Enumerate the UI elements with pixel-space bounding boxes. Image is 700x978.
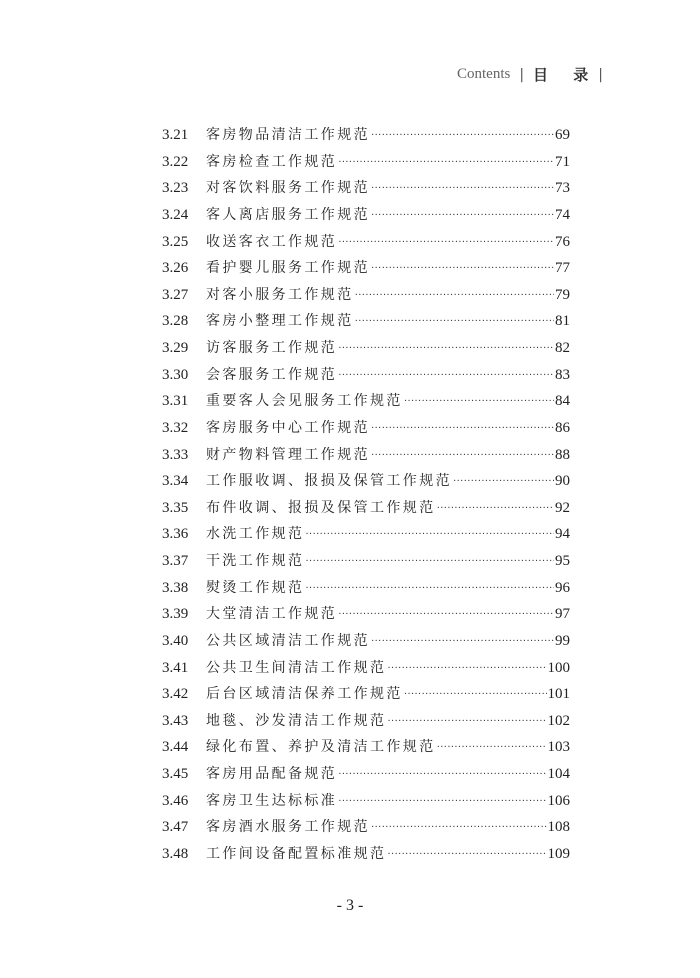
toc-dot-leader: [338, 762, 546, 789]
toc-entry-page: 71: [555, 153, 570, 170]
toc-entry[interactable]: [162, 282, 570, 309]
toc-entry-number: 3.46: [162, 792, 189, 809]
toc-entry-title: 客房用品配备规范: [206, 766, 338, 782]
toc-entry-page: 103: [547, 739, 570, 756]
toc-entry-title: 布件收调、报损及保管工作规范: [206, 499, 436, 516]
toc-entry-number: 3.39: [162, 606, 189, 623]
toc-dot-leader: [437, 496, 554, 523]
page-number: - 3 -: [336, 897, 364, 914]
toc-entry-page: 102: [547, 712, 570, 729]
toc-entry-page: 96: [555, 579, 570, 596]
toc-entry-number: 3.33: [162, 446, 189, 463]
toc-dot-leader: [404, 389, 554, 416]
toc-entry-number: 3.21: [162, 127, 189, 143]
toc-dot-leader: [338, 150, 554, 177]
toc-entry-page: 109: [547, 845, 570, 862]
toc-entry[interactable]: [162, 335, 570, 362]
toc-entry-page: 82: [555, 340, 570, 356]
toc-dot-leader: [305, 576, 554, 603]
toc-dot-leader: [371, 416, 554, 443]
toc-entry-number: 3.44: [162, 739, 189, 756]
toc-entry-title: 大堂清洁工作规范: [206, 606, 338, 623]
header-trailing-separator: |: [598, 66, 603, 83]
toc-entry[interactable]: [162, 841, 570, 868]
toc-entry-number: 3.40: [162, 632, 189, 649]
toc-entry-number: 3.24: [162, 206, 189, 223]
toc-entry-number: 3.25: [162, 233, 189, 250]
toc-entry-number: 3.22: [162, 153, 189, 170]
toc-entry[interactable]: [162, 229, 570, 256]
toc-entry-page: 94: [555, 526, 570, 543]
toc-entry-page: 95: [555, 553, 570, 569]
toc-entry[interactable]: [162, 362, 570, 389]
toc-entry-number: 3.37: [162, 553, 189, 569]
toc-entry-title: 对客饮料服务工作规范: [206, 180, 370, 197]
toc-dot-leader: [338, 363, 554, 390]
toc-dot-leader: [437, 735, 547, 762]
contents-label: Contents: [456, 66, 511, 82]
toc-entry[interactable]: [162, 575, 570, 602]
toc-entry[interactable]: [162, 415, 570, 442]
toc-entry[interactable]: [162, 468, 570, 495]
toc-entry[interactable]: [162, 175, 570, 202]
toc-entry[interactable]: [162, 149, 570, 176]
toc-entry-page: 73: [555, 180, 570, 197]
toc-entry[interactable]: [162, 601, 570, 628]
toc-entry-title: 干洗工作规范: [206, 553, 305, 569]
toc-entry-page: 79: [555, 286, 570, 303]
toc-dot-leader: [371, 256, 554, 283]
toc-dot-leader: [371, 443, 554, 470]
toc-entry-number: 3.32: [162, 419, 189, 436]
toc-entry-number: 3.41: [162, 659, 189, 676]
toc-dot-leader: [338, 336, 554, 363]
toc-entry-number: 3.34: [162, 473, 189, 490]
toc-entry[interactable]: [162, 761, 570, 788]
table-of-contents-label: 目 录: [533, 66, 599, 84]
toc-entry-title: 看护婴儿服务工作规范: [206, 260, 370, 277]
toc-dot-leader: [355, 309, 554, 336]
toc-entry[interactable]: [162, 495, 570, 522]
toc-entry-page: 104: [547, 766, 570, 782]
toc-entry[interactable]: [162, 628, 570, 655]
toc-entry-number: 3.31: [162, 393, 189, 410]
toc-entry-number: 3.42: [162, 686, 189, 703]
header-separator: |: [519, 66, 525, 83]
toc-dot-leader: [371, 176, 554, 203]
toc-entry-number: 3.38: [162, 579, 189, 596]
toc-entry-title: 会客服务工作规范: [206, 366, 338, 383]
toc-entry-number: 3.27: [162, 286, 189, 303]
toc-entry-page: 90: [555, 473, 570, 490]
toc-entry-title: 工作间设备配置标准规范: [206, 845, 387, 862]
toc-entry[interactable]: [162, 122, 570, 149]
toc-entry-number: 3.36: [162, 526, 189, 543]
toc-entry[interactable]: [162, 388, 570, 415]
toc-entry-number: 3.43: [162, 712, 189, 729]
toc-entry-page: 100: [547, 659, 570, 676]
toc-entry[interactable]: [162, 308, 570, 335]
toc-entry-title: 水洗工作规范: [206, 526, 305, 543]
toc-entry-title: 重要客人会见服务工作规范: [206, 393, 403, 410]
toc-entry-title: 地毯、沙发清洁工作规范: [206, 712, 387, 729]
toc-entry[interactable]: [162, 708, 570, 735]
toc-entry-page: 84: [555, 393, 570, 410]
toc-entry-page: 77: [555, 260, 570, 277]
toc-entry-page: 88: [555, 446, 570, 463]
toc-entry-page: 81: [555, 313, 570, 330]
toc-entry-title: 后台区域清洁保养工作规范: [206, 686, 403, 703]
toc-entry-number: 3.45: [162, 766, 189, 782]
toc-dot-leader: [387, 709, 546, 736]
toc-entry[interactable]: [162, 521, 570, 548]
toc-entry[interactable]: [162, 681, 570, 708]
toc-entry-title: 客房小整理工作规范: [206, 313, 354, 330]
toc-entry-number: 3.29: [162, 340, 189, 356]
toc-entry-title: 客房卫生达标标准: [206, 792, 338, 809]
toc-entry-title: 公共区域清洁工作规范: [206, 632, 370, 649]
toc-entry-page: 101: [547, 686, 570, 703]
toc-entry-title: 客房物品清洁工作规范: [206, 127, 370, 143]
toc-entry-title: 收送客衣工作规范: [206, 233, 338, 250]
toc-entry[interactable]: [162, 548, 570, 575]
toc-entry-number: 3.48: [162, 845, 189, 862]
toc-entry-page: 106: [547, 792, 570, 809]
toc-dot-leader: [355, 283, 554, 310]
toc-dot-leader: [371, 815, 547, 842]
toc-entry-number: 3.47: [162, 819, 189, 836]
toc-entry[interactable]: [162, 655, 570, 682]
toc-dot-leader: [371, 123, 554, 150]
toc-entry-title: 客人离店服务工作规范: [206, 206, 370, 223]
toc-dot-leader: [404, 682, 547, 709]
toc-dot-leader: [371, 629, 554, 656]
toc-entry[interactable]: [162, 442, 570, 469]
toc-entry-page: 83: [555, 366, 570, 383]
toc-entry-page: 86: [555, 419, 570, 436]
toc-entry-title: 客房检查工作规范: [206, 153, 338, 170]
running-header: [457, 64, 612, 85]
toc-entry[interactable]: [162, 814, 570, 841]
toc-entry-title: 公共卫生间清洁工作规范: [206, 659, 387, 676]
toc-entry-title: 客房服务中心工作规范: [206, 419, 370, 436]
toc-dot-leader: [305, 522, 554, 549]
toc-entry[interactable]: [162, 734, 570, 761]
toc-entry-number: 3.26: [162, 260, 189, 277]
toc-dot-leader: [387, 656, 546, 683]
toc-entry-title: 财产物料管理工作规范: [206, 446, 370, 463]
toc-dot-leader: [338, 789, 546, 816]
toc-dot-leader: [453, 469, 554, 496]
toc-entry-number: 3.30: [162, 366, 189, 383]
toc-entry-title: 熨烫工作规范: [206, 579, 305, 596]
toc-entry-number: 3.28: [162, 313, 189, 330]
toc-entry-page: 74: [555, 206, 570, 223]
toc-entry-page: 69: [555, 127, 570, 143]
toc-entry-title: 对客小服务工作规范: [206, 286, 354, 303]
toc-entry-page: 99: [555, 632, 570, 649]
toc-entry[interactable]: [162, 202, 570, 229]
toc-entry-page: 76: [555, 233, 570, 250]
toc-entry[interactable]: [162, 255, 570, 282]
toc-dot-leader: [305, 549, 554, 576]
toc-entry-title: 绿化布置、养护及清洁工作规范: [206, 739, 436, 756]
toc-entry-page: 108: [547, 819, 570, 836]
toc-dot-leader: [387, 842, 546, 869]
toc-entry-title: 工作服收调、报损及保管工作规范: [206, 473, 452, 490]
toc-entry-title: 访客服务工作规范: [206, 340, 338, 356]
toc-entry[interactable]: [162, 788, 570, 815]
toc-entry-title: 客房酒水服务工作规范: [206, 819, 370, 836]
toc-dot-leader: [338, 602, 554, 629]
toc-entry-page: 97: [555, 606, 570, 623]
toc-entry-number: 3.23: [162, 180, 189, 197]
table-of-contents: [162, 122, 570, 868]
toc-dot-leader: [338, 230, 554, 257]
toc-dot-leader: [371, 203, 554, 230]
toc-entry-number: 3.35: [162, 499, 189, 516]
toc-entry-page: 92: [555, 499, 570, 516]
